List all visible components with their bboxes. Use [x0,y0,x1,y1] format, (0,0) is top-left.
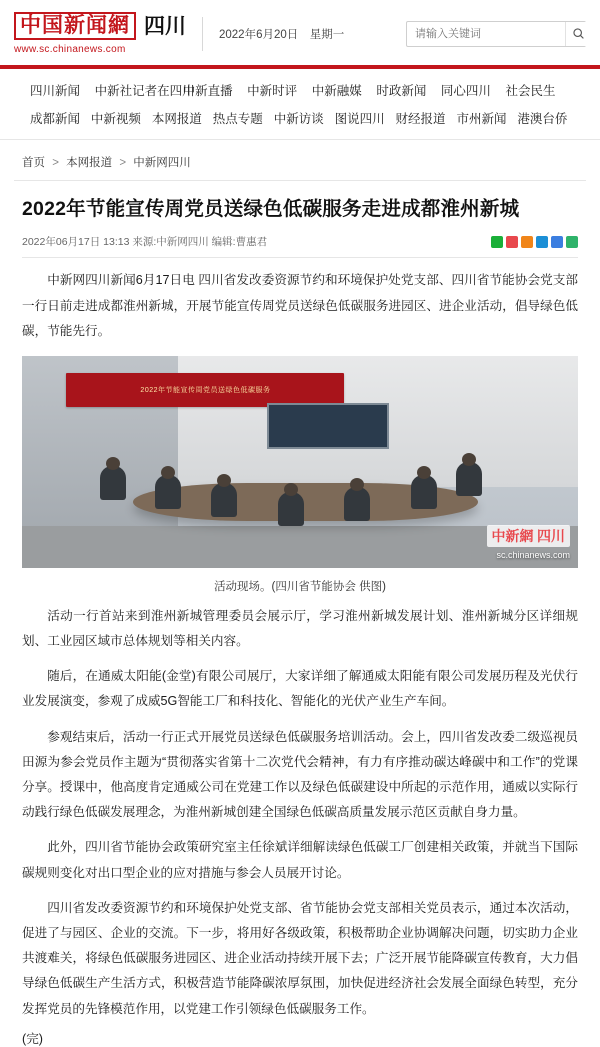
search-input[interactable] [407,22,565,46]
nav-item-hk-mo-tw[interactable]: 港澳台侨 [517,112,568,126]
photo-banner-text: 2022年节能宣传周党员送绿色低碳服务 [66,373,344,407]
article-paragraph: 中新网四川新闻6月17日电 四川省发改委资源节约和环境保护处党支部、四川省节能协会党支部一行日前走进成都淮州新城，开展节能宣传周党员送绿色低碳服务进园区、进企业活动，倡导绿色低碳，节能先行。 [22,273,578,338]
photo-caption: 活动现场。(四川省节能协会 供图) [214,580,386,593]
breadcrumb-item-home[interactable]: 首页 [22,157,45,169]
article-meta-row [22,234,578,258]
photo-person [100,466,126,500]
nav-item-reporters-in-sichuan[interactable]: 中新社记者在四川 [94,84,195,98]
article-paragraph: 此外，四川省节能协会政策研究室主任徐斌详细解读绿色低碳工厂创建相关政策，并就当下国际碳规则变化对出口型企业的应对措施与参会人员展开讨论。 [22,840,578,880]
share-wechat-icon[interactable] [491,236,503,248]
breadcrumb-item-chinanews-sichuan[interactable]: 中新网四川 [133,157,191,169]
share-buttons[interactable] [491,236,578,248]
page-title: 2022年节能宣传周党员送绿色低碳服务走进成都淮州新城 [22,198,520,220]
logo-region-text: 四川 [144,13,186,38]
article-meta: 2022年06月17日 13:13 来源:中新网四川 编辑:曹惠君 [22,236,268,249]
site-logo[interactable] [14,12,186,55]
share-weibo-icon[interactable] [506,236,518,248]
photo-watermark-url: sc.chinanews.com [496,549,570,560]
breadcrumb-divider [14,180,586,181]
photo-person [211,483,237,517]
nav-item-chengdu-news[interactable]: 成都新闻 [30,112,81,126]
photo-projection-screen [267,403,389,450]
share-link-icon[interactable] [566,236,578,248]
photo-person [456,462,482,496]
breadcrumb-separator: > [52,157,59,169]
nav-item-tongxin-sichuan[interactable]: 同心四川 [440,84,491,98]
article-paragraph: 随后，在通威太阳能(金堂)有限公司展厅，大家详细了解通威太阳能有限公司发展历程及光伏行业发展演变，参观了成威5G智能工厂和科技化、智能化的光伏产业生产车间。 [22,669,578,709]
nav-row-1 [0,81,600,99]
nav-item-sichuan-news[interactable]: 四川新闻 [30,84,81,98]
photo-person [344,487,370,521]
search-box[interactable] [406,21,586,47]
photo-watermark-logo: 中新網 四川 [487,525,571,547]
main-nav [0,69,600,140]
photo-watermark [487,525,571,560]
article-paragraph: 参观结束后，活动一行正式开展党员送绿色低碳服务培训活动。会上，四川省发改委二级巡视员田源为参会党员作主题为“贯彻落实省第十二次党代会精神，有力有序推动碳达峰碳中和工作”的党课分享。授课中，他高度肯定通威公司在党建工作以及绿色低碳建设中所起的示范作用，通威以实际行动践行绿色低碳发展理念，为淮州新城创建全国绿色低碳高质量发展示范区贡献自身力量。 [22,729,578,820]
header-date: 2022年6月20日 星期一 [219,28,345,41]
nav-item-politics[interactable]: 时政新闻 [376,84,427,98]
article-end-mark: (完) [22,1031,43,1046]
search-button[interactable] [565,22,591,46]
nav-item-hot-topics[interactable]: 热点专题 [212,112,263,126]
nav-item-live[interactable]: 中新直播 [182,84,233,98]
nav-item-commentary[interactable]: 中新时评 [247,84,298,98]
article-paragraph: 活动一行首站来到淮州新城管理委员会展示厅，学习淮州新城发展计划、淮州新城分区详细规划、工业园区域市总体规划等相关内容。 [22,608,578,649]
share-qq-icon[interactable] [536,236,548,248]
site-header [0,0,600,65]
photo-person [411,475,437,509]
breadcrumb-separator: > [119,157,127,169]
nav-item-society[interactable]: 社会民生 [505,84,556,98]
nav-item-interview[interactable]: 中新访谈 [273,112,324,126]
share-more-icon[interactable] [551,236,563,248]
header-divider [202,17,203,51]
photo-person [278,492,304,526]
share-qzone-icon[interactable] [521,236,533,248]
nav-item-video[interactable]: 中新视频 [90,112,141,126]
nav-item-media[interactable]: 中新融媒 [311,84,362,98]
nav-item-photo-sichuan[interactable]: 图说四川 [334,112,385,126]
article-paragraph: 四川省发改委资源节约和环境保护处党支部、省节能协会党支部相关党员表示，通过本次活动，促进了与园区、企业的交流。下一步，将用好各级政策，积极帮助企业协调解决问题，切实助力企业共渡难关，将绿色低碳服务进园区、进企业活动持续开展下去；广泛开展节能降碳宣传教育，大力倡导绿色低碳生产生活方式，积极营造节能降碳浓厚氛围，加快促进经济社会发展全面绿色转型，充分发挥党员的先锋模范作用，以党建工作引领绿色低碳服务工作。 [22,900,578,1016]
nav-item-city-news[interactable]: 市州新闻 [456,112,507,126]
article-figure [22,356,578,594]
nav-item-site-report[interactable]: 本网报道 [151,112,202,126]
nav-item-finance[interactable]: 财经报道 [395,112,446,126]
logo-url-text: www.sc.chinanews.com [14,44,126,55]
article-photo [22,356,578,568]
breadcrumb [0,140,600,180]
logo-chinanews-text: 中国新闻網 [14,12,136,40]
photo-person [155,475,181,509]
breadcrumb-item-site-report[interactable]: 本网报道 [66,157,113,169]
nav-row-2 [0,109,600,127]
search-icon [572,27,585,40]
article [0,197,600,1047]
